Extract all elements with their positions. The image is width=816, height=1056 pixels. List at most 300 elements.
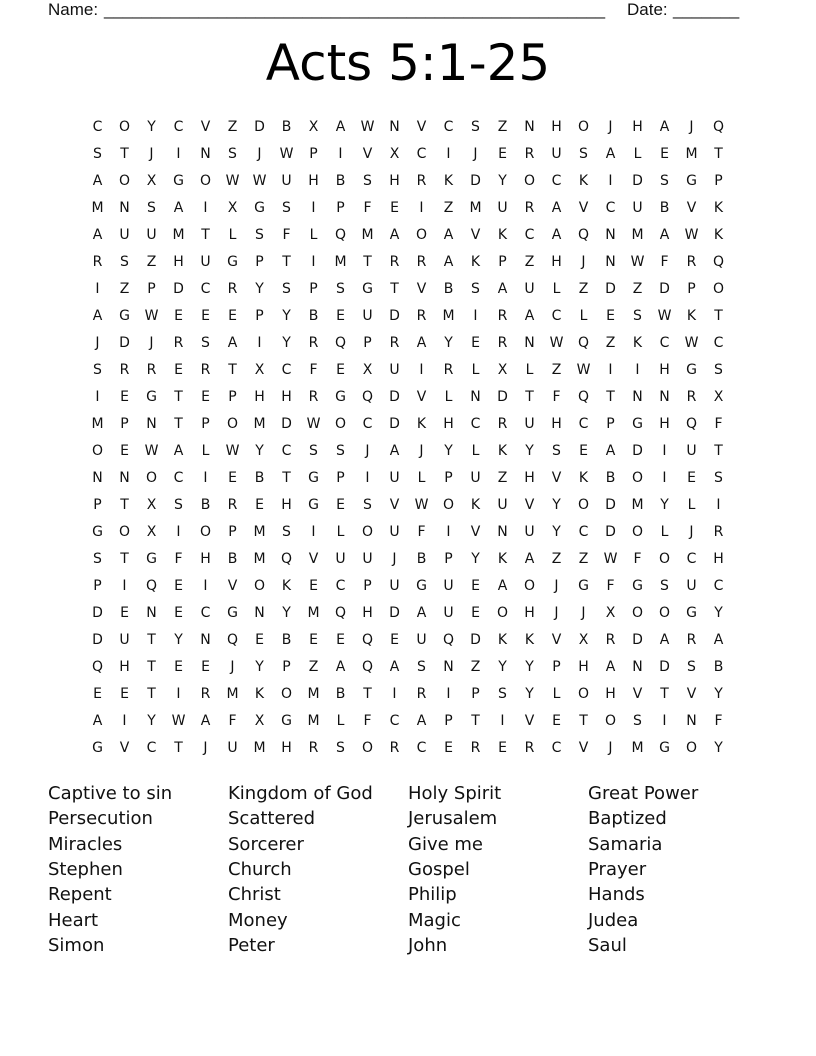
grid-letter: S bbox=[498, 686, 507, 702]
grid-letter: V bbox=[551, 470, 562, 486]
grid-letter: R bbox=[686, 632, 697, 648]
grid-letter: T bbox=[282, 254, 291, 270]
grid-letter: C bbox=[605, 200, 616, 216]
grid-letter: T bbox=[714, 146, 723, 162]
grid-letter: L bbox=[444, 389, 453, 405]
grid-letter: B bbox=[659, 200, 670, 216]
date-blank-line: _______ bbox=[673, 0, 740, 19]
grid-letter: U bbox=[497, 497, 508, 513]
grid-letter: Y bbox=[525, 443, 534, 459]
grid-letter: U bbox=[632, 200, 643, 216]
grid-letter: S bbox=[336, 281, 345, 297]
grid-letter: D bbox=[605, 524, 616, 540]
grid-letter: M bbox=[307, 605, 320, 621]
grid-letter: R bbox=[416, 173, 427, 189]
grid-letter: U bbox=[227, 740, 238, 756]
grid-letter: I bbox=[122, 578, 127, 594]
grid-letter: V bbox=[632, 686, 643, 702]
grid-letter: O bbox=[199, 173, 212, 189]
grid-letter: O bbox=[523, 578, 536, 594]
grid-letter: E bbox=[120, 605, 129, 621]
grid-letter: I bbox=[311, 200, 316, 216]
grid-letter: J bbox=[365, 443, 370, 459]
grid-letter: M bbox=[172, 227, 185, 243]
grid-letter: N bbox=[632, 659, 643, 675]
grid-letter: C bbox=[524, 227, 535, 243]
grid-letter: S bbox=[417, 659, 426, 675]
grid-letter: M bbox=[91, 416, 104, 432]
grid-letter: G bbox=[227, 254, 238, 270]
grid-letter: O bbox=[280, 686, 293, 702]
grid-letter: E bbox=[471, 578, 480, 594]
grid-letter: V bbox=[686, 686, 697, 702]
grid-letter: J bbox=[95, 335, 100, 351]
word-bank-item: Prayer bbox=[588, 858, 647, 880]
grid-letter: V bbox=[416, 389, 427, 405]
grid-letter: C bbox=[416, 146, 427, 162]
grid-letter: C bbox=[200, 605, 211, 621]
grid-letter: D bbox=[389, 308, 400, 324]
grid-letter: U bbox=[686, 578, 697, 594]
grid-letter: X bbox=[713, 389, 724, 405]
grid-letter: U bbox=[335, 551, 346, 567]
grid-letter: X bbox=[389, 146, 400, 162]
grid-letter: L bbox=[201, 443, 210, 459]
grid-letter: U bbox=[551, 146, 562, 162]
grid-letter: O bbox=[199, 524, 212, 540]
grid-letter: J bbox=[581, 254, 586, 270]
grid-letter: S bbox=[255, 227, 264, 243]
grid-letter: S bbox=[174, 497, 183, 513]
grid-letter: C bbox=[146, 740, 157, 756]
grid-letter: S bbox=[93, 551, 102, 567]
word-bank-item: Captive to sin bbox=[48, 783, 173, 804]
grid-letter: N bbox=[119, 200, 130, 216]
grid-letter: R bbox=[416, 308, 427, 324]
grid-letter: X bbox=[578, 632, 589, 648]
grid-letter: G bbox=[281, 713, 292, 729]
grid-letter: A bbox=[605, 146, 616, 162]
page-title: Acts 5:1-25 bbox=[265, 34, 551, 92]
grid-letter: G bbox=[686, 362, 697, 378]
grid-letter: I bbox=[419, 362, 424, 378]
grid-letter: S bbox=[660, 173, 669, 189]
grid-letter: A bbox=[335, 659, 346, 675]
grid-letter: T bbox=[714, 308, 723, 324]
grid-letter: K bbox=[497, 227, 508, 243]
grid-letter: W bbox=[144, 308, 159, 324]
grid-letter: B bbox=[281, 119, 292, 135]
grid-letter: I bbox=[446, 146, 451, 162]
grid-letter: C bbox=[578, 524, 589, 540]
grid-letter: A bbox=[335, 119, 346, 135]
grid-letter: O bbox=[658, 605, 671, 621]
grid-letter: A bbox=[416, 713, 427, 729]
grid-letter: I bbox=[365, 470, 370, 486]
grid-letter: S bbox=[552, 443, 561, 459]
grid-letter: L bbox=[687, 497, 696, 513]
grid-letter: D bbox=[605, 281, 616, 297]
grid-letter: K bbox=[524, 632, 535, 648]
grid-letter: Q bbox=[577, 227, 590, 243]
word-bank-item: Church bbox=[228, 858, 292, 880]
grid-letter: Y bbox=[174, 632, 183, 648]
grid-letter: O bbox=[496, 605, 509, 621]
grid-letter: A bbox=[551, 200, 562, 216]
grid-letter: T bbox=[471, 713, 480, 729]
grid-letter: C bbox=[659, 335, 670, 351]
grid-letter: P bbox=[363, 578, 372, 594]
grid-letter: E bbox=[390, 632, 399, 648]
grid-letter: Y bbox=[498, 659, 507, 675]
grid-letter: W bbox=[144, 443, 159, 459]
grid-letter: L bbox=[633, 146, 642, 162]
grid-letter: U bbox=[497, 200, 508, 216]
grid-letter: E bbox=[174, 659, 183, 675]
grid-letter: R bbox=[686, 389, 697, 405]
grid-letter: L bbox=[552, 686, 561, 702]
grid-letter: Z bbox=[551, 551, 562, 567]
grid-letter: V bbox=[119, 740, 130, 756]
grid-letter: E bbox=[201, 659, 210, 675]
grid-letter: A bbox=[605, 659, 616, 675]
grid-letter: Y bbox=[255, 659, 264, 675]
grid-letter: H bbox=[254, 389, 265, 405]
grid-letter: Z bbox=[146, 254, 157, 270]
grid-letter: E bbox=[471, 335, 480, 351]
grid-letter: G bbox=[308, 470, 319, 486]
grid-letter: Q bbox=[334, 227, 347, 243]
grid-letter: B bbox=[335, 686, 346, 702]
grid-letter: O bbox=[253, 578, 266, 594]
grid-letter: P bbox=[228, 389, 237, 405]
grid-letter: V bbox=[416, 119, 427, 135]
grid-letter: D bbox=[659, 281, 670, 297]
grid-letter: U bbox=[524, 281, 535, 297]
grid-letter: L bbox=[309, 227, 318, 243]
grid-letter: W bbox=[306, 416, 321, 432]
grid-letter: A bbox=[524, 551, 535, 567]
grid-letter: J bbox=[230, 659, 235, 675]
grid-letter: I bbox=[311, 254, 316, 270]
grid-letter: Y bbox=[444, 335, 453, 351]
grid-letter: G bbox=[335, 389, 346, 405]
grid-letter: Z bbox=[497, 470, 508, 486]
grid-letter: F bbox=[552, 389, 561, 405]
grid-letter: E bbox=[309, 632, 318, 648]
grid-letter: V bbox=[578, 740, 589, 756]
grid-letter: Y bbox=[444, 443, 453, 459]
grid-letter: P bbox=[93, 497, 102, 513]
grid-letter: T bbox=[606, 389, 615, 405]
grid-letter: I bbox=[419, 200, 424, 216]
grid-letter: R bbox=[200, 686, 211, 702]
grid-letter: Z bbox=[443, 200, 454, 216]
grid-letter: R bbox=[227, 281, 238, 297]
grid-letter: I bbox=[203, 470, 208, 486]
grid-letter: P bbox=[282, 659, 291, 675]
grid-letter: D bbox=[632, 632, 643, 648]
grid-letter: A bbox=[659, 227, 670, 243]
grid-letter: O bbox=[604, 713, 617, 729]
grid-letter: R bbox=[92, 254, 103, 270]
grid-letter: W bbox=[279, 146, 294, 162]
grid-letter: F bbox=[417, 524, 426, 540]
grid-letter: P bbox=[201, 416, 210, 432]
grid-letter: M bbox=[253, 524, 266, 540]
grid-letter: E bbox=[390, 200, 399, 216]
grid-letter: K bbox=[470, 254, 481, 270]
grid-letter: M bbox=[469, 200, 482, 216]
grid-letter: E bbox=[255, 632, 264, 648]
grid-letter: M bbox=[631, 227, 644, 243]
grid-letter: E bbox=[579, 443, 588, 459]
grid-letter: E bbox=[498, 740, 507, 756]
grid-letter: P bbox=[363, 335, 372, 351]
grid-letter: D bbox=[92, 632, 103, 648]
grid-letter: Q bbox=[361, 659, 374, 675]
grid-letter: H bbox=[119, 659, 130, 675]
grid-letter: I bbox=[176, 146, 181, 162]
grid-letter: N bbox=[605, 254, 616, 270]
grid-letter: N bbox=[524, 119, 535, 135]
grid-letter: M bbox=[226, 686, 239, 702]
grid-letter: S bbox=[471, 119, 480, 135]
grid-letter: E bbox=[174, 605, 183, 621]
grid-letter: M bbox=[442, 308, 455, 324]
grid-letter: O bbox=[145, 470, 158, 486]
grid-letter: Y bbox=[525, 659, 534, 675]
grid-letter: U bbox=[389, 470, 400, 486]
grid-letter: P bbox=[336, 200, 345, 216]
grid-letter: A bbox=[416, 335, 427, 351]
grid-letter: Y bbox=[552, 524, 561, 540]
word-bank-item: Scattered bbox=[228, 808, 316, 830]
grid-letter: L bbox=[660, 524, 669, 540]
grid-letter: R bbox=[443, 362, 454, 378]
grid-letter: O bbox=[118, 119, 131, 135]
grid-letter: S bbox=[120, 254, 129, 270]
grid-letter: S bbox=[147, 200, 156, 216]
grid-letter: G bbox=[632, 578, 643, 594]
grid-letter: H bbox=[281, 389, 292, 405]
word-bank-item: Kingdom of God bbox=[228, 783, 373, 804]
grid-letter: I bbox=[122, 713, 127, 729]
grid-letter: A bbox=[92, 227, 103, 243]
grid-letter: E bbox=[336, 632, 345, 648]
grid-letter: E bbox=[93, 686, 102, 702]
grid-letter: R bbox=[524, 200, 535, 216]
grid-letter: Z bbox=[227, 119, 238, 135]
grid-letter: I bbox=[311, 524, 316, 540]
grid-letter: X bbox=[227, 200, 238, 216]
grid-letter: V bbox=[578, 200, 589, 216]
grid-letter: Q bbox=[712, 119, 725, 135]
grid-letter: R bbox=[524, 740, 535, 756]
grid-letter: A bbox=[92, 308, 103, 324]
grid-letter: I bbox=[95, 281, 100, 297]
grid-letter: V bbox=[470, 524, 481, 540]
grid-letter: Q bbox=[361, 632, 374, 648]
grid-letter: I bbox=[662, 470, 667, 486]
grid-letter: N bbox=[254, 605, 265, 621]
grid-letter: E bbox=[201, 389, 210, 405]
grid-letter: I bbox=[257, 335, 262, 351]
grid-letter: R bbox=[227, 497, 238, 513]
grid-letter: H bbox=[200, 551, 211, 567]
grid-letter: X bbox=[146, 173, 157, 189]
grid-letter: T bbox=[174, 740, 183, 756]
grid-letter: Y bbox=[660, 497, 669, 513]
grid-letter: T bbox=[363, 254, 372, 270]
grid-letter: P bbox=[309, 281, 318, 297]
grid-letter: V bbox=[524, 497, 535, 513]
grid-letter: F bbox=[282, 227, 291, 243]
grid-letter: A bbox=[605, 443, 616, 459]
grid-letter: E bbox=[498, 146, 507, 162]
grid-letter: K bbox=[497, 632, 508, 648]
grid-letter: N bbox=[605, 227, 616, 243]
grid-letter: D bbox=[281, 416, 292, 432]
grid-letter: W bbox=[225, 443, 240, 459]
grid-letter: Q bbox=[442, 632, 455, 648]
grid-letter: H bbox=[659, 362, 670, 378]
grid-letter: F bbox=[606, 578, 615, 594]
grid-letter: U bbox=[119, 632, 130, 648]
word-bank-item: Magic bbox=[408, 909, 461, 931]
grid-letter: J bbox=[689, 119, 694, 135]
grid-letter: S bbox=[633, 713, 642, 729]
grid-letter: R bbox=[173, 335, 184, 351]
grid-letter: P bbox=[309, 146, 318, 162]
grid-letter: S bbox=[363, 497, 372, 513]
grid-letter: E bbox=[606, 308, 615, 324]
grid-letter: H bbox=[308, 173, 319, 189]
grid-letter: Z bbox=[524, 254, 535, 270]
word-bank-item: Saul bbox=[588, 934, 627, 956]
grid-letter: N bbox=[659, 389, 670, 405]
grid-letter: P bbox=[255, 254, 264, 270]
grid-letter: T bbox=[579, 713, 588, 729]
grid-letter: R bbox=[389, 335, 400, 351]
grid-letter: D bbox=[497, 389, 508, 405]
grid-letter: S bbox=[714, 470, 723, 486]
grid-letter: P bbox=[255, 308, 264, 324]
grid-letter: C bbox=[551, 740, 562, 756]
grid-letter: Y bbox=[471, 551, 480, 567]
grid-letter: B bbox=[443, 281, 454, 297]
grid-letter: O bbox=[442, 497, 455, 513]
grid-letter: H bbox=[173, 254, 184, 270]
grid-letter: L bbox=[471, 362, 480, 378]
grid-letter: E bbox=[174, 308, 183, 324]
grid-letter: B bbox=[254, 470, 265, 486]
grid-letter: I bbox=[176, 524, 181, 540]
grid-letter: N bbox=[524, 335, 535, 351]
grid-letter: E bbox=[336, 497, 345, 513]
grid-letter: L bbox=[336, 524, 345, 540]
word-bank-item: Great Power bbox=[588, 783, 699, 804]
grid-letter: U bbox=[524, 416, 535, 432]
grid-letter: C bbox=[686, 551, 697, 567]
grid-letter: C bbox=[713, 335, 724, 351]
grid-letter: U bbox=[281, 173, 292, 189]
grid-letter: A bbox=[92, 713, 103, 729]
grid-letter: T bbox=[147, 659, 156, 675]
grid-letter: R bbox=[416, 686, 427, 702]
grid-letter: E bbox=[687, 470, 696, 486]
grid-letter: U bbox=[416, 632, 427, 648]
grid-letter: D bbox=[389, 389, 400, 405]
grid-letter: M bbox=[307, 713, 320, 729]
grid-letter: G bbox=[659, 740, 670, 756]
grid-letter: E bbox=[228, 470, 237, 486]
grid-letter: I bbox=[608, 362, 613, 378]
grid-letter: Q bbox=[145, 578, 158, 594]
grid-letter: C bbox=[281, 443, 292, 459]
grid-letter: V bbox=[227, 578, 238, 594]
grid-letter: X bbox=[146, 497, 157, 513]
grid-letter: W bbox=[630, 254, 645, 270]
grid-letter: Q bbox=[685, 416, 698, 432]
grid-letter: L bbox=[471, 443, 480, 459]
grid-letter: W bbox=[252, 173, 267, 189]
grid-letter: E bbox=[309, 578, 318, 594]
grid-letter: P bbox=[228, 524, 237, 540]
grid-letter: G bbox=[362, 281, 373, 297]
grid-letter: J bbox=[203, 740, 208, 756]
grid-letter: O bbox=[631, 524, 644, 540]
word-bank-item: Jerusalem bbox=[408, 808, 498, 830]
grid-letter: G bbox=[578, 578, 589, 594]
grid-letter: H bbox=[551, 254, 562, 270]
grid-letter: E bbox=[228, 308, 237, 324]
word-bank-item: Heart bbox=[48, 909, 99, 931]
grid-letter: C bbox=[443, 119, 454, 135]
grid-letter: S bbox=[309, 443, 318, 459]
grid-letter: S bbox=[633, 308, 642, 324]
grid-letter: K bbox=[497, 443, 508, 459]
grid-letter: Y bbox=[714, 605, 723, 621]
grid-letter: Y bbox=[714, 740, 723, 756]
grid-letter: W bbox=[684, 227, 699, 243]
grid-letter: Z bbox=[578, 551, 589, 567]
grid-letter: S bbox=[282, 200, 291, 216]
grid-letter: V bbox=[416, 281, 427, 297]
word-bank-item: Persecution bbox=[48, 808, 153, 830]
grid-letter: G bbox=[146, 551, 157, 567]
grid-letter: F bbox=[228, 713, 237, 729]
grid-letter: F bbox=[174, 551, 183, 567]
grid-letter: R bbox=[497, 335, 508, 351]
grid-letter: O bbox=[226, 416, 239, 432]
grid-letter: L bbox=[417, 470, 426, 486]
grid-letter: P bbox=[336, 470, 345, 486]
grid-letter: J bbox=[608, 119, 613, 135]
grid-letter: I bbox=[473, 308, 478, 324]
grid-letter: T bbox=[660, 686, 669, 702]
grid-letter: E bbox=[174, 362, 183, 378]
word-bank-item: Peter bbox=[228, 934, 275, 956]
grid-letter: T bbox=[120, 497, 129, 513]
grid-letter: O bbox=[631, 605, 644, 621]
grid-letter: N bbox=[443, 659, 454, 675]
grid-letter: H bbox=[551, 416, 562, 432]
name-date-header bbox=[48, 0, 748, 22]
grid-letter: A bbox=[389, 227, 400, 243]
grid-letter: R bbox=[308, 335, 319, 351]
grid-letter: A bbox=[497, 281, 508, 297]
